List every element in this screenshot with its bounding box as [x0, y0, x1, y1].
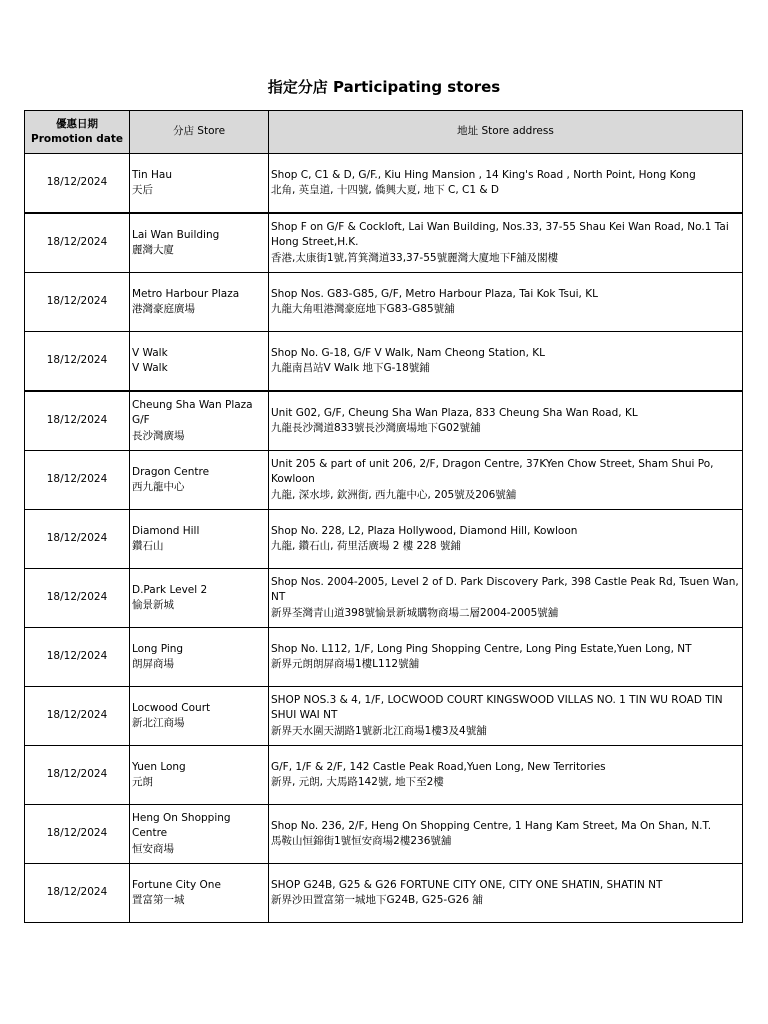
- address-cell: [269, 451, 743, 510]
- store-name-zh: 新北江商場: [132, 717, 185, 729]
- store-name-zh: 麗灣大廈: [132, 244, 174, 256]
- address-cell: [269, 154, 743, 214]
- address-en: SHOP NOS.3 & 4, 1/F, LOCWOOD COURT KINGSWOOD VILLAS NO. 1 TIN WU ROAD TIN SHUI WAI NT: [271, 693, 723, 722]
- address-en: G/F, 1/F & 2/F, 142 Castle Peak Road,Yuen Long, New Territories: [271, 760, 606, 773]
- address-en: Shop Nos. G83-G85, G/F, Metro Harbour Plaza, Tai Kok Tsui, KL: [271, 287, 598, 300]
- stores-table: [24, 110, 743, 923]
- table-row: [25, 746, 743, 805]
- promotion-date-cell: 18/12/2024: [25, 332, 130, 392]
- header-store-label: 分店 Store: [172, 125, 226, 138]
- table-row: [25, 273, 743, 332]
- address-zh: 北角, 英皇道, 十四號, 僑興大夏, 地下 C, C1 & D: [271, 184, 500, 196]
- store-name-zh: 鑽石山: [132, 540, 164, 552]
- address-cell: [269, 687, 743, 746]
- store-cell: [130, 864, 269, 923]
- store-name-zh: 西九龍中心: [132, 481, 185, 493]
- store-name-en: Locwood Court: [132, 701, 211, 714]
- address-cell: [269, 391, 743, 451]
- store-cell: [130, 628, 269, 687]
- address-cell: [269, 273, 743, 332]
- address-cell: [269, 805, 743, 864]
- table-row: [25, 687, 743, 746]
- address-en: Shop No. L112, 1/F, Long Ping Shopping Centre, Long Ping Estate,Yuen Long, NT: [271, 642, 692, 655]
- address-cell: [269, 332, 743, 392]
- address-zh: 新界荃灣青山道398號愉景新城購物商場二層2004-2005號舖: [271, 606, 559, 619]
- address-zh: 香港,太康街1號,筲箕灣道33,37-55號麗灣大廈地下F舖及閣樓: [271, 251, 559, 264]
- store-name-zh: 天后: [132, 184, 153, 196]
- address-en: Shop No. 236, 2/F, Heng On Shopping Centre, 1 Hang Kam Street, Ma On Shan, N.T.: [271, 819, 712, 832]
- address-en: Shop No. G-18, G/F V Walk, Nam Cheong Station, KL: [271, 346, 545, 359]
- store-name-zh: 恒安商場: [132, 842, 174, 855]
- table-row: [25, 805, 743, 864]
- address-zh: 九龍南昌站V Walk 地下G-18號鋪: [271, 362, 430, 374]
- store-cell: [130, 805, 269, 864]
- address-en: Shop C, C1 & D, G/F., Kiu Hing Mansion , 14 King's Road , North Point, Hong Kong: [271, 168, 696, 181]
- table-row: [25, 391, 743, 451]
- header-date-en: Promotion date: [31, 133, 123, 145]
- store-cell: [130, 391, 269, 451]
- store-name-zh: 港灣豪庭廣場: [132, 303, 195, 315]
- address-zh: 馬鞍山恒錦街1號恒安商場2樓236號舖: [271, 835, 452, 847]
- store-name-en: Diamond Hill: [132, 524, 200, 537]
- address-zh: 九龍長沙灣道833號長沙灣廣場地下G02號舖: [271, 422, 481, 434]
- promotion-date-cell: 18/12/2024: [25, 510, 130, 569]
- store-name-en: Tin Hau: [132, 168, 172, 181]
- store-name-zh: 朗屏商場: [132, 658, 174, 670]
- address-zh: 新界, 元朗, 大馬路142號, 地下至2樓: [271, 776, 444, 788]
- store-cell: [130, 273, 269, 332]
- store-name-en: D.Park Level 2: [132, 583, 208, 596]
- table-row: [25, 569, 743, 628]
- address-zh: 新界元朗朗屏商場1樓L112號舖: [271, 658, 420, 670]
- header-date-zh: 優惠日期: [56, 117, 98, 130]
- store-name-en: Cheung Sha Wan Plaza G/F: [132, 398, 253, 427]
- table-row: [25, 864, 743, 923]
- promotion-date-cell: 18/12/2024: [25, 569, 130, 628]
- store-name-en: Metro Harbour Plaza: [132, 287, 240, 300]
- store-name-zh: 長沙灣廣場: [132, 429, 185, 442]
- promotion-date-cell: 18/12/2024: [25, 213, 130, 273]
- header-address-label: 地址 Store address: [457, 125, 554, 138]
- address-cell: [269, 864, 743, 923]
- store-cell: [130, 746, 269, 805]
- table-row: [25, 510, 743, 569]
- address-en: SHOP G24B, G25 & G26 FORTUNE CITY ONE, CITY ONE SHATIN, SHATIN NT: [271, 878, 663, 891]
- promotion-date-cell: 18/12/2024: [25, 687, 130, 746]
- address-en: Shop F on G/F & Cockloft, Lai Wan Building, Nos.33, 37-55 Shau Kei Wan Road, No.1 Tai Hong Street,H.K.: [271, 220, 729, 249]
- promotion-date-cell: 18/12/2024: [25, 746, 130, 805]
- store-name-en: Fortune City One: [132, 878, 221, 891]
- table-row: [25, 213, 743, 273]
- store-name-en: Heng On Shopping Centre: [132, 811, 231, 840]
- store-name-zh: 元朗: [132, 776, 153, 788]
- store-cell: [130, 569, 269, 628]
- store-cell: [130, 510, 269, 569]
- table-body: [25, 154, 743, 923]
- store-cell: [130, 687, 269, 746]
- address-en: Unit G02, G/F, Cheung Sha Wan Plaza, 833 Cheung Sha Wan Road, KL: [271, 406, 638, 419]
- address-zh: 九龍大角咀港灣豪庭地下G83-G85號舖: [271, 303, 455, 315]
- store-cell: [130, 451, 269, 510]
- promotion-date-cell: 18/12/2024: [25, 805, 130, 864]
- store-cell: [130, 154, 269, 214]
- promotion-date-cell: 18/12/2024: [25, 864, 130, 923]
- store-cell: [130, 332, 269, 392]
- address-en: Shop Nos. 2004-2005, Level 2 of D. Park Discovery Park, 398 Castle Peak Rd, Tsuen Wan, NT: [271, 575, 739, 604]
- address-zh: 新界沙田置富第一城地下G24B, G25-G26 舖: [271, 894, 483, 906]
- address-cell: [269, 628, 743, 687]
- store-cell: [130, 213, 269, 273]
- promotion-date-cell: 18/12/2024: [25, 391, 130, 451]
- address-cell: [269, 213, 743, 273]
- page-title: 指定分店 Participating stores: [267, 78, 501, 96]
- store-name-en: V Walk: [132, 346, 168, 359]
- address-zh: 九龍, 深水埗, 欽洲街, 西九龍中心, 205號及206號舖: [271, 488, 517, 501]
- store-name-en: Long Ping: [132, 642, 184, 655]
- header-promotion-date: [25, 111, 130, 154]
- address-zh: 九龍, 鑽石山, 荷里活廣場 2 樓 228 號鋪: [271, 540, 461, 552]
- table-header-row: [25, 111, 743, 154]
- table-row: [25, 154, 743, 214]
- table-row: [25, 628, 743, 687]
- address-cell: [269, 746, 743, 805]
- address-zh: 新界天水圍天湖路1號新北江商場1樓3及4號舖: [271, 724, 487, 737]
- store-name-en: Lai Wan Building: [132, 228, 220, 241]
- table-row: [25, 451, 743, 510]
- header-address: [269, 111, 743, 154]
- store-name-zh: 愉景新城: [132, 599, 174, 611]
- store-name-zh: V Walk: [132, 362, 168, 374]
- address-cell: [269, 510, 743, 569]
- store-name-en: Dragon Centre: [132, 465, 210, 478]
- address-en: Unit 205 & part of unit 206, 2/F, Dragon Centre, 37KYen Chow Street, Sham Shui Po, Kowloon: [271, 457, 714, 486]
- address-cell: [269, 569, 743, 628]
- promotion-date-cell: 18/12/2024: [25, 273, 130, 332]
- store-name-zh: 置富第一城: [132, 894, 185, 906]
- promotion-date-cell: 18/12/2024: [25, 154, 130, 214]
- promotion-date-cell: 18/12/2024: [25, 628, 130, 687]
- promotion-date-cell: 18/12/2024: [25, 451, 130, 510]
- address-en: Shop No. 228, L2, Plaza Hollywood, Diamond Hill, Kowloon: [271, 524, 578, 537]
- header-store: [130, 111, 269, 154]
- store-name-en: Yuen Long: [132, 760, 186, 773]
- table-row: [25, 332, 743, 392]
